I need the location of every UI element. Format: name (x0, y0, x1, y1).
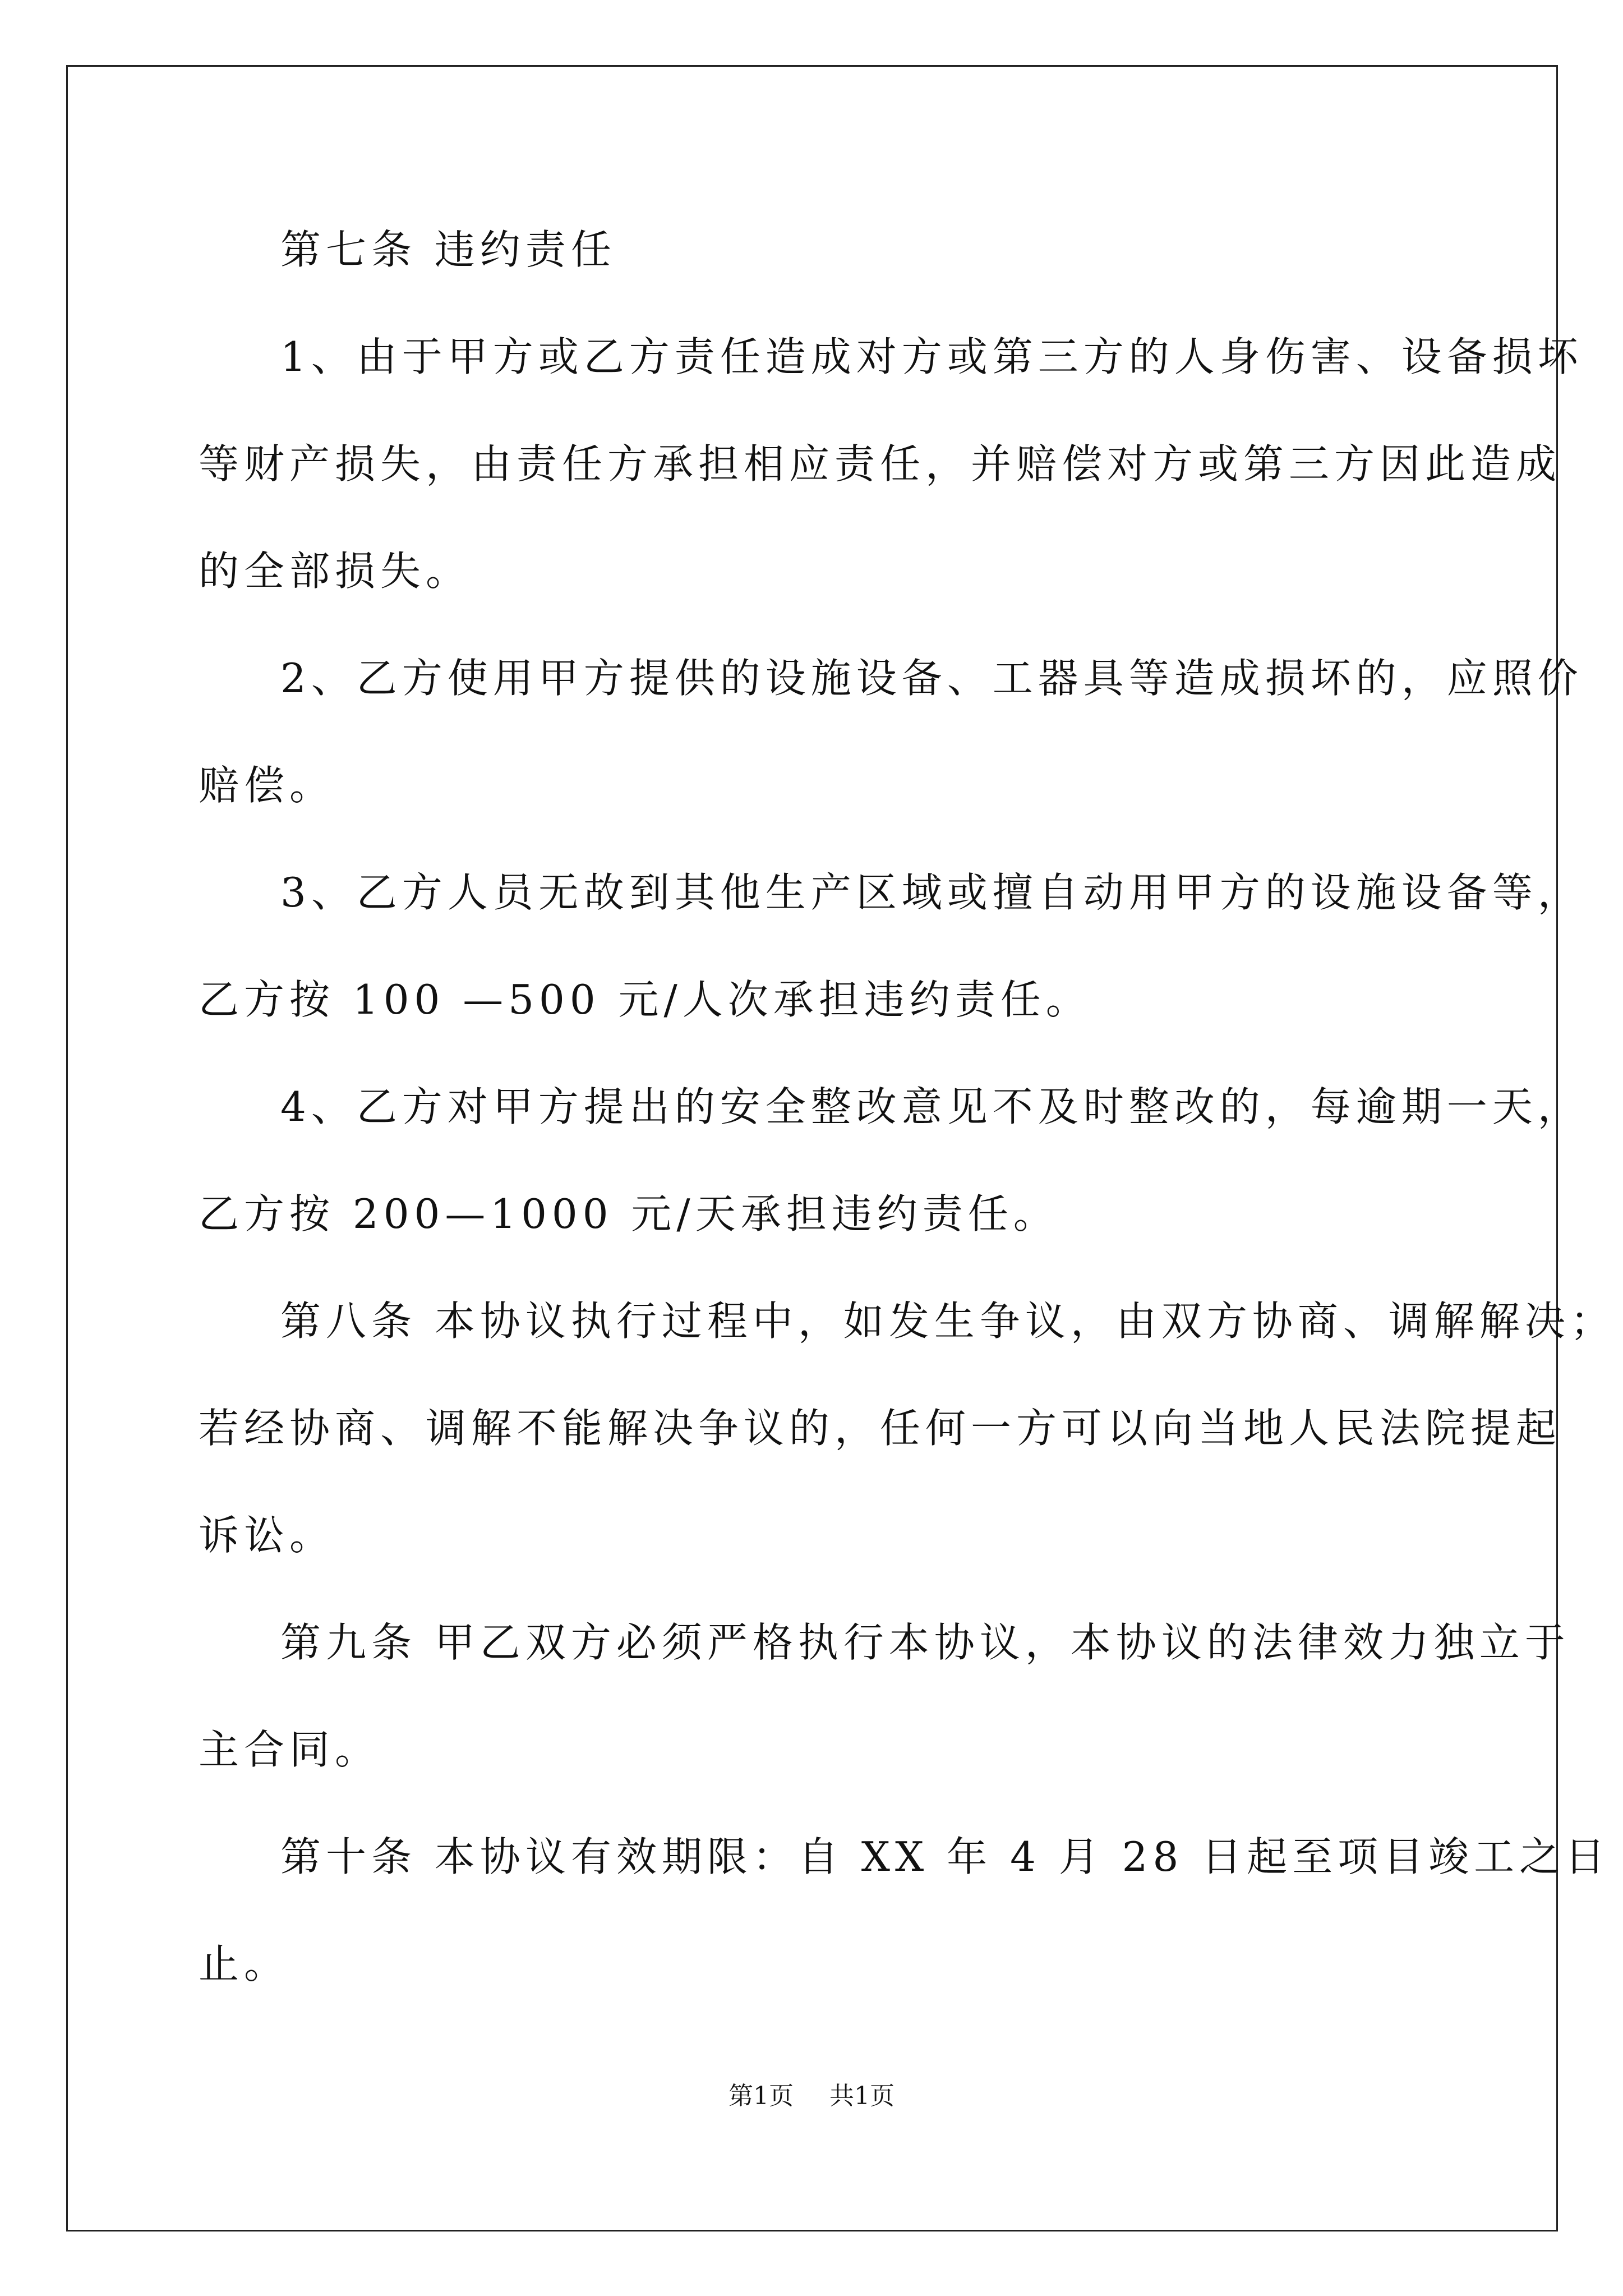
text-line: 1、由于甲方或乙方责任造成对方或第三方的人身伤害、设备损坏 (280, 333, 1583, 380)
document-body (199, 196, 1616, 2018)
text-line: 若经协商、调解不能解决争议的，任何一方可以向当地人民法院提起 (199, 1405, 1562, 1452)
text-line: 第九条 甲乙双方必须严格执行本协议，本协议的法律效力独立于 (280, 1619, 1570, 1666)
text-line: 3、乙方人员无故到其他生产区域或擅自动用甲方的设施设备等， (280, 869, 1583, 916)
text-line: 4、乙方对甲方提出的安全整改意见不及时整改的，每逾期一天， (280, 1083, 1583, 1130)
article-7-clause-3 (199, 839, 1583, 1053)
page-number-current: 第1页 (728, 2082, 794, 2110)
article-9 (199, 1589, 1570, 1803)
text-line: 的全部损失。 (199, 547, 472, 595)
article-7-heading (199, 196, 1435, 303)
text-line: 第十条 本协议有效期限：自 XX 年 4 月 28 日起至项目竣工之日 (280, 1833, 1611, 1880)
article-10 (199, 1803, 1611, 2018)
page-number-total: 共1页 (829, 2082, 895, 2110)
article-7-clause-2 (199, 625, 1583, 839)
page-footer (0, 2076, 1623, 2111)
article-7-clause-1 (199, 303, 1583, 625)
text-line: 等财产损失，由责任方承担相应责任，并赔偿对方或第三方因此造成 (199, 440, 1562, 487)
text-line: 诉讼。 (199, 1512, 335, 1559)
text-line: 第七条 违约责任 (280, 226, 616, 273)
text-line: 乙方按 200—1000 元/天承担违约责任。 (199, 1190, 1059, 1237)
text-line: 第八条 本协议执行过程中，如发生争议，由双方协商、调解解决； (280, 1297, 1616, 1345)
text-line: 乙方按 100 —500 元/人次承担违约责任。 (199, 976, 1091, 1023)
article-7-clause-4 (199, 1053, 1583, 1268)
text-line: 止。 (199, 1940, 290, 1987)
text-line: 主合同。 (199, 1726, 381, 1773)
text-line: 2、乙方使用甲方提供的设施设备、工器具等造成损坏的，应照价 (280, 655, 1583, 702)
article-8 (199, 1268, 1616, 1589)
text-line: 赔偿。 (199, 762, 335, 809)
